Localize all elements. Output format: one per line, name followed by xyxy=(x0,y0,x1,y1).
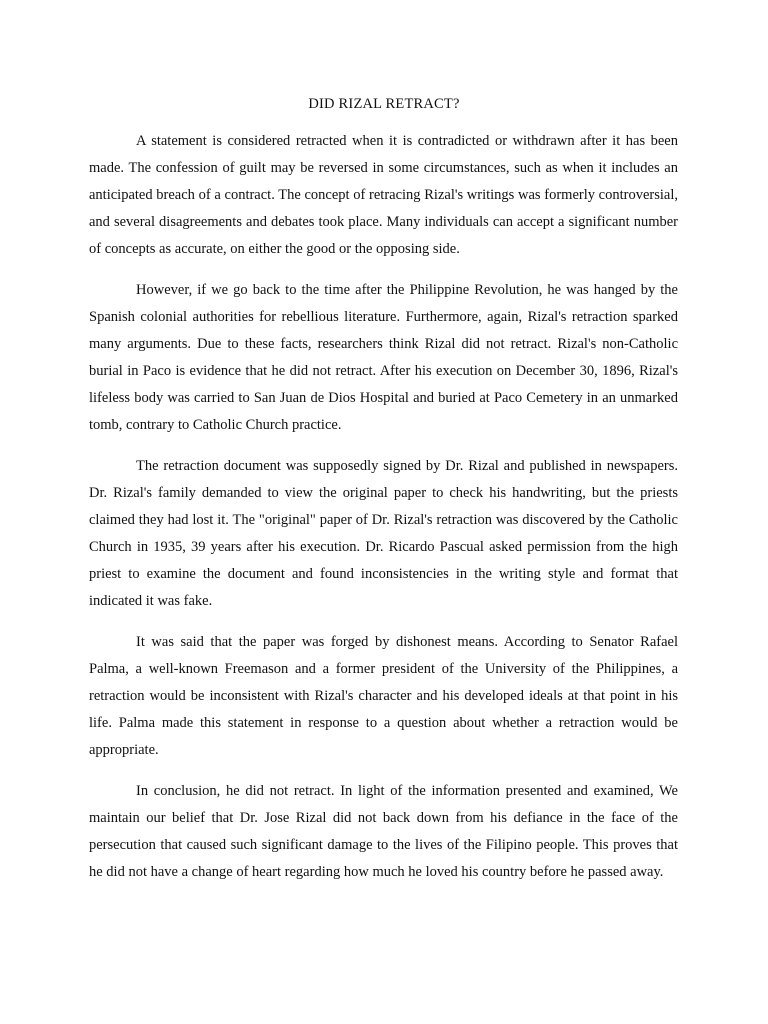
paragraph-2: However, if we go back to the time after the Philippine Revolution, he was hanged by the Spanish colonial authorities for rebellious literature. Furthermore, again, Rizal's retraction sparked many arguments. Due to these facts, researchers think Rizal did not retract. Rizal's non-Catholic burial in Paco is evidence that he did not retract. After his execution on December 30, 1896, Rizal's lifeless body was carried to San Juan de Dios Hospital and buried at Paco Cemetery in an unmarked tomb, contrary to Catholic Church practice. xyxy=(89,282,678,433)
document-title: DID RIZAL RETRACT? xyxy=(308,96,460,112)
paragraph-4: It was said that the paper was forged by dishonest means. According to Senator Rafael Palma, a well-known Freemason and a former president of the University of the Philippines, a retraction would be inconsistent with Rizal's character and his developed ideals at that point in his life. Palma made this statement in response to a question about whether a retraction would be appropriate. xyxy=(89,634,678,758)
paragraph-3: The retraction document was supposedly signed by Dr. Rizal and published in newspapers. Dr. Rizal's family demanded to view the original paper to check his handwriting, but the priests claimed they had lost it. The "original" paper of Dr. Rizal's retraction was discovered by the Catholic Church in 1935, 39 years after his execution. Dr. Ricardo Pascual asked permission from the high priest to examine the document and found inconsistencies in the writing style and format that indicated it was fake. xyxy=(89,458,678,609)
document-body xyxy=(89,128,678,900)
paragraph-5: In conclusion, he did not retract. In light of the information presented and examined, We maintain our belief that Dr. Jose Rizal did not back down from his defiance in the face of the persecution that caused such significant damage to the lives of the Filipino people. This proves that he did not have a change of heart regarding how much he loved his country before he passed away. xyxy=(89,783,678,880)
paragraph-1: A statement is considered retracted when it is contradicted or withdrawn after it has been made. The confession of guilt may be reversed in some circumstances, such as when it includes an anticipated breach of a contract. The concept of retracing Rizal's writings was formerly controversial, and several disagreements and debates took place. Many individuals can accept a significant number of concepts as accurate, on either the good or the opposing side. xyxy=(89,133,678,257)
